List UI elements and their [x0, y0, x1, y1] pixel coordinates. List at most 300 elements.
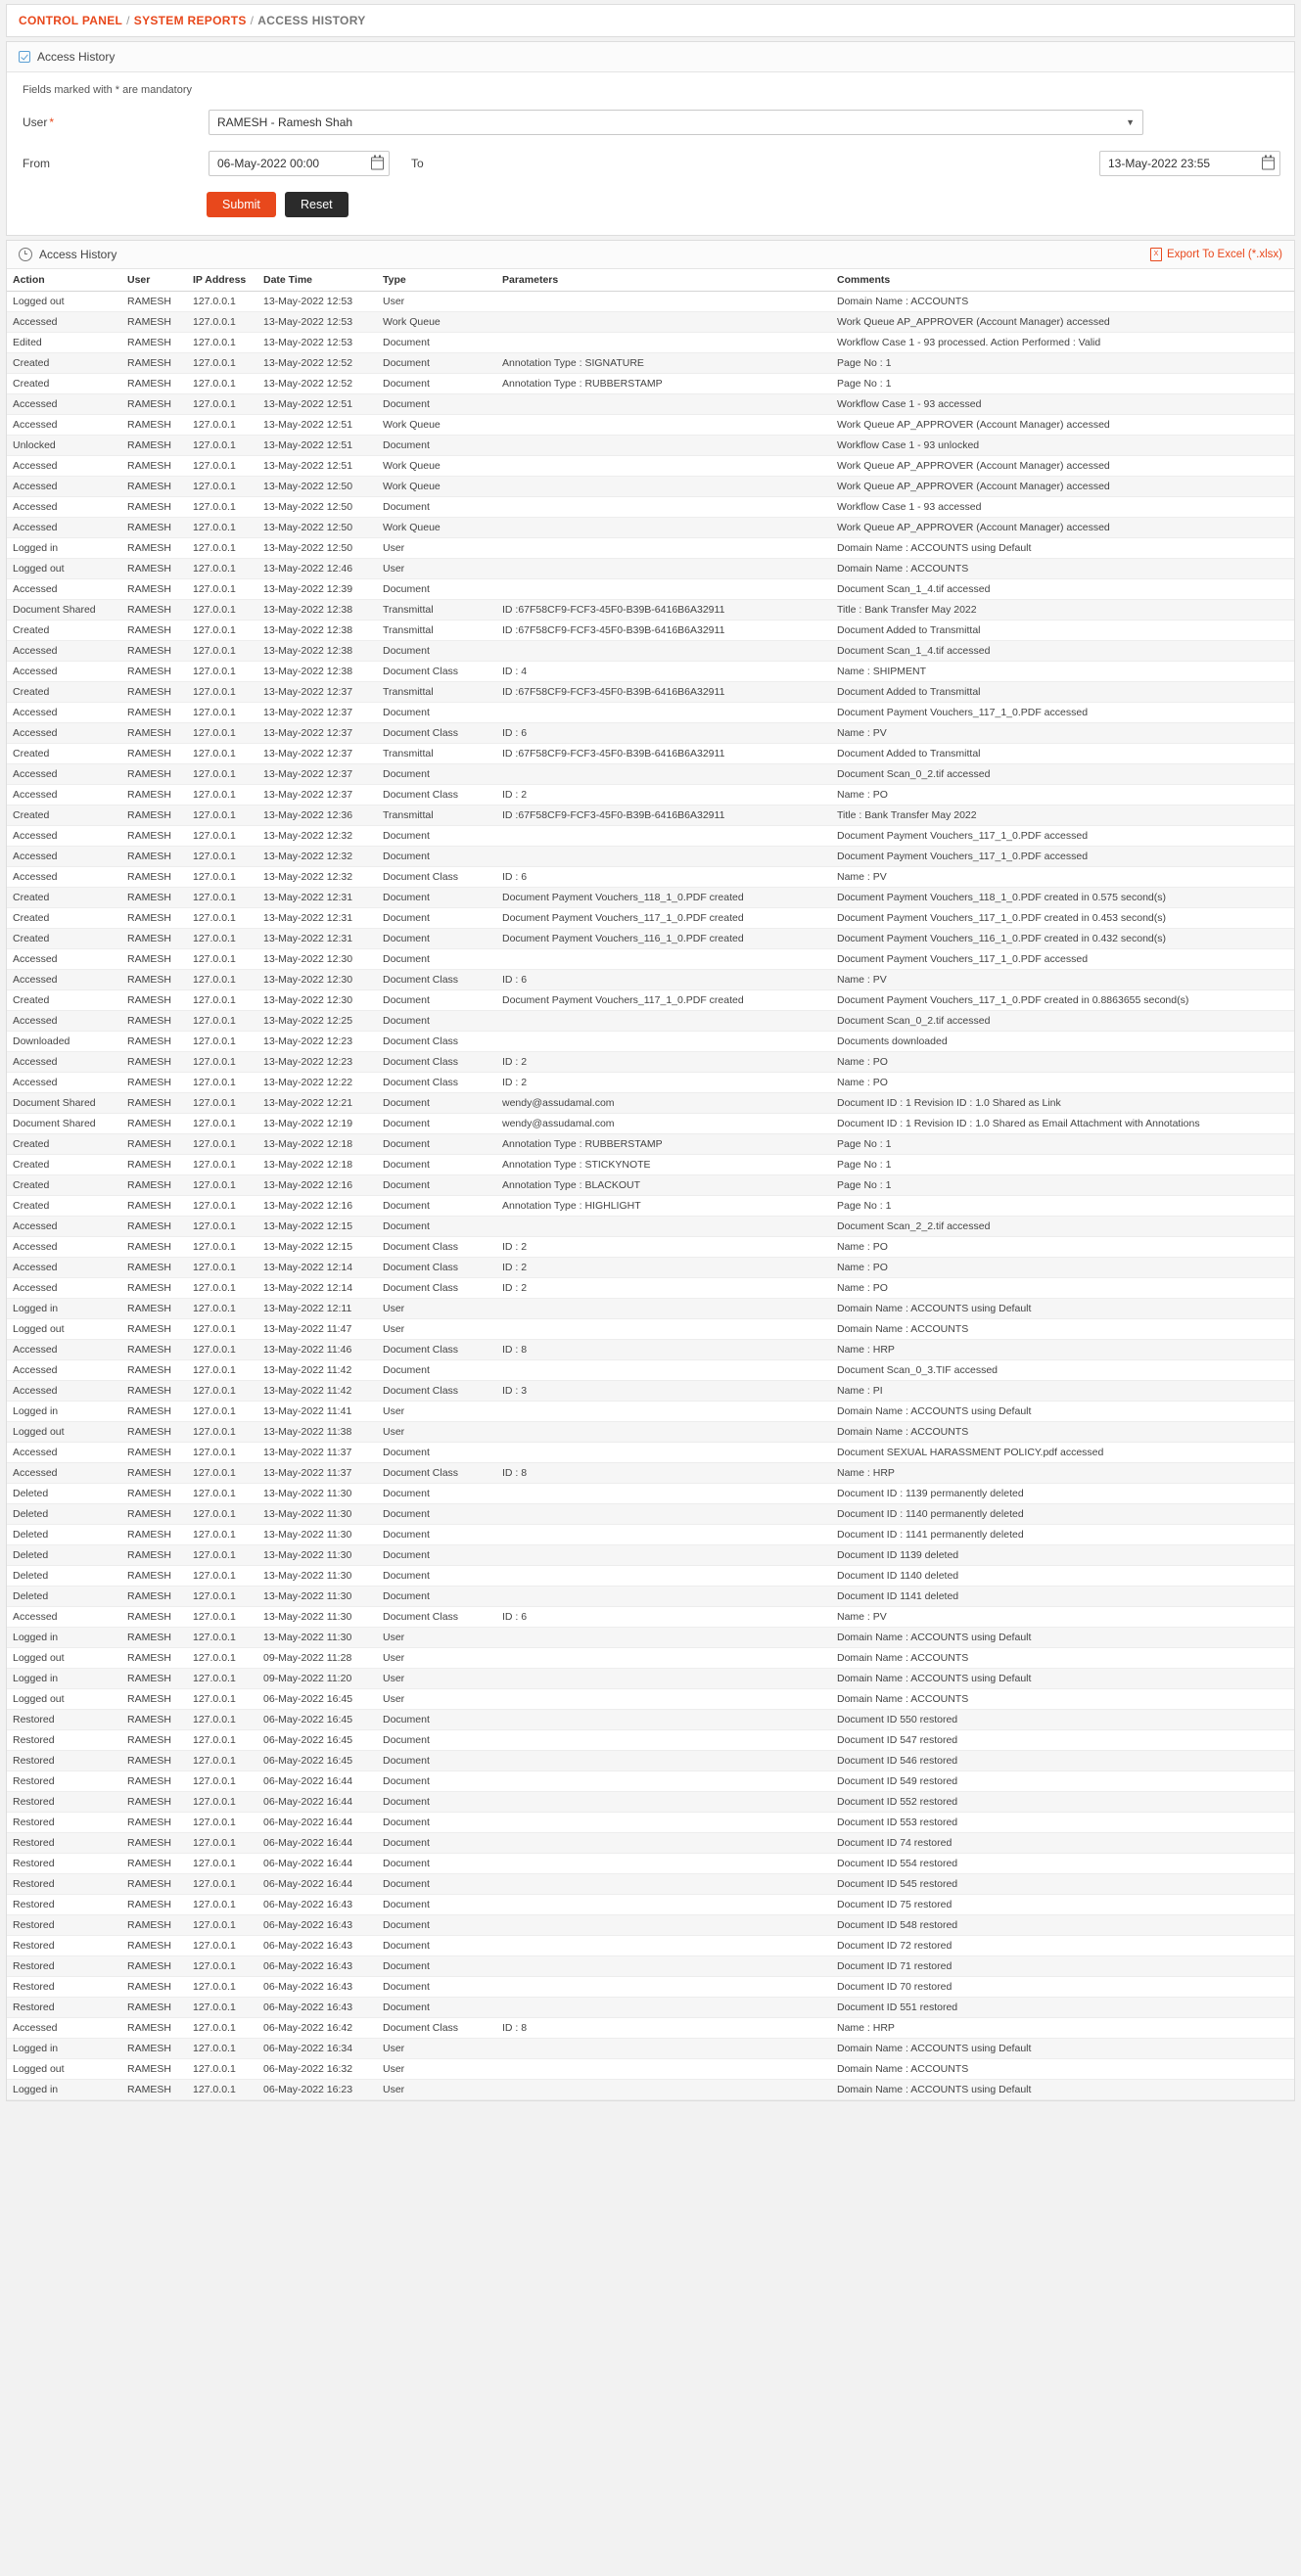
- table-row[interactable]: [7, 2039, 1294, 2059]
- table-row[interactable]: [7, 1792, 1294, 1813]
- calendar-icon-from[interactable]: [371, 158, 384, 170]
- table-row[interactable]: [7, 805, 1294, 826]
- cell-type: Document Class: [377, 1607, 496, 1628]
- table-row[interactable]: [7, 1155, 1294, 1175]
- cell-user: RAMESH: [121, 764, 187, 785]
- cell-user: RAMESH: [121, 1689, 187, 1710]
- cell-ip-address: 127.0.0.1: [187, 394, 257, 415]
- cell-ip-address: 127.0.0.1: [187, 1381, 257, 1402]
- breadcrumb-access-history: ACCESS HISTORY: [257, 14, 366, 27]
- table-row[interactable]: [7, 456, 1294, 477]
- cell-comments: Document Payment Vouchers_117_1_0.PDF created in 0.453 second(s): [831, 908, 1294, 929]
- calendar-icon-to[interactable]: [1262, 158, 1275, 170]
- table-row[interactable]: [7, 1175, 1294, 1196]
- table-row[interactable]: [7, 1299, 1294, 1319]
- cell-type: Work Queue: [377, 312, 496, 333]
- table-row[interactable]: [7, 374, 1294, 394]
- cell-comments: Domain Name : ACCOUNTS using Default: [831, 1628, 1294, 1648]
- user-required-mark: *: [49, 115, 55, 129]
- table-row[interactable]: [7, 1977, 1294, 1998]
- table-row[interactable]: [7, 970, 1294, 990]
- cell-parameters: [496, 1936, 831, 1956]
- table-row[interactable]: [7, 682, 1294, 703]
- table-row[interactable]: [7, 867, 1294, 888]
- cell-action: Restored: [7, 1874, 121, 1895]
- table-row[interactable]: [7, 477, 1294, 497]
- cell-type: Document: [377, 1936, 496, 1956]
- cell-comments: Domain Name : ACCOUNTS using Default: [831, 2039, 1294, 2059]
- cell-type: Document Class: [377, 1258, 496, 1278]
- table-row[interactable]: [7, 990, 1294, 1011]
- cell-ip-address: 127.0.0.1: [187, 662, 257, 682]
- table-row[interactable]: [7, 353, 1294, 374]
- cell-ip-address: 127.0.0.1: [187, 292, 257, 312]
- cell-parameters: Document Payment Vouchers_116_1_0.PDF created: [496, 929, 831, 949]
- cell-action: Accessed: [7, 1217, 121, 1237]
- cell-type: Document: [377, 579, 496, 600]
- table-row[interactable]: [7, 1710, 1294, 1730]
- table-row[interactable]: [7, 1422, 1294, 1443]
- to-date-input[interactable]: [1099, 151, 1280, 176]
- cell-ip-address: 127.0.0.1: [187, 949, 257, 970]
- cell-user: RAMESH: [121, 1402, 187, 1422]
- cell-type: Document: [377, 374, 496, 394]
- cell-type: Document: [377, 1545, 496, 1566]
- cell-comments: Name : HRP: [831, 2018, 1294, 2039]
- cell-user: RAMESH: [121, 1258, 187, 1278]
- cell-parameters: [496, 1771, 831, 1792]
- table-row[interactable]: [7, 1443, 1294, 1463]
- cell-comments: Name : PI: [831, 1381, 1294, 1402]
- cell-comments: Work Queue AP_APPROVER (Account Manager) accessed: [831, 477, 1294, 497]
- cell-ip-address: 127.0.0.1: [187, 2018, 257, 2039]
- cell-action: Restored: [7, 1977, 121, 1998]
- cell-date-time: 13-May-2022 12:37: [257, 703, 377, 723]
- cell-ip-address: 127.0.0.1: [187, 1648, 257, 1669]
- cell-parameters: [496, 415, 831, 436]
- cell-type: User: [377, 1299, 496, 1319]
- table-row[interactable]: [7, 1237, 1294, 1258]
- table-row[interactable]: [7, 1833, 1294, 1854]
- cell-action: Unlocked: [7, 436, 121, 456]
- cell-user: RAMESH: [121, 826, 187, 847]
- cell-type: Document: [377, 394, 496, 415]
- cell-comments: Page No : 1: [831, 1175, 1294, 1196]
- table-row[interactable]: [7, 1895, 1294, 1915]
- table-row[interactable]: [7, 333, 1294, 353]
- cell-type: Document: [377, 1854, 496, 1874]
- form-actions: [21, 192, 1280, 217]
- table-row[interactable]: [7, 1093, 1294, 1114]
- table-row[interactable]: [7, 1463, 1294, 1484]
- cell-action: Accessed: [7, 1607, 121, 1628]
- cell-comments: Document Scan_0_3.TIF accessed: [831, 1360, 1294, 1381]
- cell-ip-address: 127.0.0.1: [187, 353, 257, 374]
- cell-comments: Name : PV: [831, 867, 1294, 888]
- table-row[interactable]: [7, 847, 1294, 867]
- cell-user: RAMESH: [121, 1278, 187, 1299]
- cell-parameters: [496, 1854, 831, 1874]
- cell-comments: Domain Name : ACCOUNTS: [831, 1689, 1294, 1710]
- results-header-left: [19, 248, 116, 261]
- table-row[interactable]: [7, 662, 1294, 682]
- cell-date-time: 13-May-2022 12:53: [257, 292, 377, 312]
- cell-user: RAMESH: [121, 1463, 187, 1484]
- table-row[interactable]: [7, 436, 1294, 456]
- cell-user: RAMESH: [121, 497, 187, 518]
- cell-action: Created: [7, 744, 121, 764]
- cell-type: Document: [377, 1093, 496, 1114]
- table-row[interactable]: [7, 1854, 1294, 1874]
- cell-type: Transmittal: [377, 744, 496, 764]
- column-header-action[interactable]: Action: [7, 269, 121, 292]
- table-row[interactable]: [7, 2059, 1294, 2080]
- cell-type: Document: [377, 1443, 496, 1463]
- cell-action: Accessed: [7, 867, 121, 888]
- breadcrumb-control-panel[interactable]: CONTROL PANEL: [19, 14, 123, 27]
- table-row[interactable]: [7, 518, 1294, 538]
- table-row[interactable]: [7, 1751, 1294, 1771]
- table-row[interactable]: [7, 1504, 1294, 1525]
- cell-user: RAMESH: [121, 1545, 187, 1566]
- cell-action: Accessed: [7, 1052, 121, 1073]
- table-row[interactable]: [7, 908, 1294, 929]
- cell-type: Document Class: [377, 1278, 496, 1299]
- cell-parameters: ID : 6: [496, 867, 831, 888]
- cell-parameters: ID : 6: [496, 723, 831, 744]
- cell-action: Accessed: [7, 1237, 121, 1258]
- cell-comments: Document ID 70 restored: [831, 1977, 1294, 1998]
- cell-action: Restored: [7, 1813, 121, 1833]
- cell-parameters: [496, 1751, 831, 1771]
- cell-type: Document Class: [377, 1073, 496, 1093]
- cell-date-time: 06-May-2022 16:44: [257, 1854, 377, 1874]
- table-row[interactable]: [7, 1587, 1294, 1607]
- cell-type: Document Class: [377, 867, 496, 888]
- table-row[interactable]: [7, 1052, 1294, 1073]
- cell-user: RAMESH: [121, 1956, 187, 1977]
- cell-type: User: [377, 2059, 496, 2080]
- cell-user: RAMESH: [121, 1648, 187, 1669]
- cell-date-time: 13-May-2022 12:14: [257, 1278, 377, 1299]
- cell-date-time: 13-May-2022 12:39: [257, 579, 377, 600]
- table-row[interactable]: [7, 1874, 1294, 1895]
- table-row[interactable]: [7, 621, 1294, 641]
- cell-parameters: [496, 1813, 831, 1833]
- table-row[interactable]: [7, 1956, 1294, 1977]
- cell-type: Document Class: [377, 1463, 496, 1484]
- cell-type: Document: [377, 641, 496, 662]
- cell-comments: Document ID 547 restored: [831, 1730, 1294, 1751]
- cell-parameters: Document Payment Vouchers_118_1_0.PDF created: [496, 888, 831, 908]
- cell-user: RAMESH: [121, 1710, 187, 1730]
- cell-comments: Document ID 552 restored: [831, 1792, 1294, 1813]
- cell-parameters: ID : 3: [496, 1381, 831, 1402]
- cell-comments: Documents downloaded: [831, 1032, 1294, 1052]
- table-row[interactable]: [7, 1114, 1294, 1134]
- cell-user: RAMESH: [121, 990, 187, 1011]
- cell-parameters: [496, 2080, 831, 2100]
- cell-parameters: [496, 2039, 831, 2059]
- cell-parameters: ID : 4: [496, 662, 831, 682]
- cell-comments: Work Queue AP_APPROVER (Account Manager) accessed: [831, 518, 1294, 538]
- cell-user: RAMESH: [121, 538, 187, 559]
- results-header: [7, 241, 1294, 269]
- cell-comments: Name : SHIPMENT: [831, 662, 1294, 682]
- table-row[interactable]: [7, 1545, 1294, 1566]
- table-row[interactable]: [7, 1484, 1294, 1504]
- cell-user: RAMESH: [121, 908, 187, 929]
- cell-date-time: 13-May-2022 12:30: [257, 970, 377, 990]
- cell-parameters: [496, 1669, 831, 1689]
- cell-user: RAMESH: [121, 1730, 187, 1751]
- cell-action: Accessed: [7, 1278, 121, 1299]
- cell-date-time: 13-May-2022 11:38: [257, 1422, 377, 1443]
- cell-action: Accessed: [7, 1463, 121, 1484]
- table-row[interactable]: [7, 1669, 1294, 1689]
- cell-parameters: ID : 8: [496, 1340, 831, 1360]
- table-row[interactable]: [7, 744, 1294, 764]
- table-row[interactable]: [7, 949, 1294, 970]
- cell-type: Work Queue: [377, 477, 496, 497]
- table-row[interactable]: [7, 1360, 1294, 1381]
- cell-action: Created: [7, 908, 121, 929]
- cell-action: Accessed: [7, 703, 121, 723]
- column-header-comments[interactable]: Comments: [831, 269, 1294, 292]
- table-row[interactable]: [7, 394, 1294, 415]
- cell-date-time: 06-May-2022 16:44: [257, 1813, 377, 1833]
- table-row[interactable]: [7, 1648, 1294, 1669]
- cell-parameters: wendy@assudamal.com: [496, 1114, 831, 1134]
- cell-action: Accessed: [7, 579, 121, 600]
- cell-parameters: [496, 477, 831, 497]
- table-row[interactable]: [7, 2018, 1294, 2039]
- cell-parameters: [496, 1360, 831, 1381]
- cell-user: RAMESH: [121, 1155, 187, 1175]
- cell-action: Created: [7, 1134, 121, 1155]
- cell-parameters: [496, 1504, 831, 1525]
- table-row[interactable]: [7, 538, 1294, 559]
- table-row[interactable]: [7, 703, 1294, 723]
- cell-comments: Document ID 548 restored: [831, 1915, 1294, 1936]
- cell-comments: Name : PO: [831, 1278, 1294, 1299]
- reset-button[interactable]: Reset: [285, 192, 348, 217]
- table-row[interactable]: [7, 1998, 1294, 2018]
- table-row[interactable]: [7, 1258, 1294, 1278]
- column-header-user[interactable]: User: [121, 269, 187, 292]
- cell-parameters: [496, 518, 831, 538]
- cell-action: Logged out: [7, 1689, 121, 1710]
- cell-ip-address: 127.0.0.1: [187, 1792, 257, 1813]
- cell-action: Deleted: [7, 1566, 121, 1587]
- cell-ip-address: 127.0.0.1: [187, 929, 257, 949]
- cell-date-time: 06-May-2022 16:45: [257, 1689, 377, 1710]
- cell-comments: Domain Name : ACCOUNTS using Default: [831, 1669, 1294, 1689]
- cell-type: Document: [377, 929, 496, 949]
- table-row[interactable]: [7, 415, 1294, 436]
- table-row[interactable]: [7, 1032, 1294, 1052]
- table-row[interactable]: [7, 929, 1294, 949]
- cell-user: RAMESH: [121, 1874, 187, 1895]
- table-row[interactable]: [7, 1196, 1294, 1217]
- cell-ip-address: 127.0.0.1: [187, 1217, 257, 1237]
- table-row[interactable]: [7, 1936, 1294, 1956]
- breadcrumb-system-reports[interactable]: SYSTEM REPORTS: [133, 14, 247, 27]
- cell-date-time: 13-May-2022 12:21: [257, 1093, 377, 1114]
- table-row[interactable]: [7, 497, 1294, 518]
- cell-parameters: wendy@assudamal.com: [496, 1093, 831, 1114]
- cell-action: Accessed: [7, 1381, 121, 1402]
- cell-comments: Page No : 1: [831, 1155, 1294, 1175]
- table-row[interactable]: [7, 1340, 1294, 1360]
- cell-date-time: 13-May-2022 12:18: [257, 1134, 377, 1155]
- cell-type: User: [377, 1402, 496, 1422]
- breadcrumb-separator-2: /: [250, 14, 255, 27]
- cell-comments: Document Scan_0_2.tif accessed: [831, 764, 1294, 785]
- table-row[interactable]: [7, 1628, 1294, 1648]
- column-header-parameters[interactable]: Parameters: [496, 269, 831, 292]
- cell-ip-address: 127.0.0.1: [187, 1504, 257, 1525]
- cell-user: RAMESH: [121, 888, 187, 908]
- cell-comments: Page No : 1: [831, 374, 1294, 394]
- user-label-text: User: [23, 115, 48, 129]
- cell-comments: Domain Name : ACCOUNTS: [831, 292, 1294, 312]
- cell-type: Document: [377, 1011, 496, 1032]
- cell-type: Document: [377, 1566, 496, 1587]
- table-row[interactable]: [7, 1689, 1294, 1710]
- cell-user: RAMESH: [121, 436, 187, 456]
- cell-comments: Domain Name : ACCOUNTS: [831, 2059, 1294, 2080]
- cell-date-time: 13-May-2022 12:16: [257, 1175, 377, 1196]
- from-date-input[interactable]: [209, 151, 390, 176]
- cell-user: RAMESH: [121, 1895, 187, 1915]
- cell-comments: Document ID : 1 Revision ID : 1.0 Shared as Email Attachment with Annotations: [831, 1114, 1294, 1134]
- cell-date-time: 13-May-2022 12:53: [257, 312, 377, 333]
- cell-action: Logged in: [7, 1402, 121, 1422]
- cell-date-time: 13-May-2022 12:37: [257, 744, 377, 764]
- cell-type: Transmittal: [377, 600, 496, 621]
- cell-parameters: [496, 1319, 831, 1340]
- table-row[interactable]: [7, 723, 1294, 744]
- table-row[interactable]: [7, 888, 1294, 908]
- cell-type: Document: [377, 1833, 496, 1854]
- table-row[interactable]: [7, 2080, 1294, 2100]
- column-header-type[interactable]: Type: [377, 269, 496, 292]
- table-row[interactable]: [7, 764, 1294, 785]
- cell-parameters: Annotation Type : RUBBERSTAMP: [496, 374, 831, 394]
- cell-ip-address: 127.0.0.1: [187, 847, 257, 867]
- table-row[interactable]: [7, 1915, 1294, 1936]
- cell-comments: Domain Name : ACCOUNTS using Default: [831, 538, 1294, 559]
- table-row[interactable]: [7, 785, 1294, 805]
- table-row[interactable]: [7, 1319, 1294, 1340]
- table-row[interactable]: [7, 559, 1294, 579]
- cell-parameters: [496, 764, 831, 785]
- cell-type: Transmittal: [377, 621, 496, 641]
- table-row[interactable]: [7, 1381, 1294, 1402]
- column-header-ip-address[interactable]: IP Address: [187, 269, 257, 292]
- cell-type: Document Class: [377, 1237, 496, 1258]
- table-row[interactable]: [7, 1771, 1294, 1792]
- cell-action: Deleted: [7, 1525, 121, 1545]
- cell-user: RAMESH: [121, 1504, 187, 1525]
- cell-date-time: 13-May-2022 12:23: [257, 1052, 377, 1073]
- cell-date-time: 13-May-2022 12:50: [257, 477, 377, 497]
- cell-ip-address: 127.0.0.1: [187, 1669, 257, 1689]
- cell-user: RAMESH: [121, 2018, 187, 2039]
- table-row[interactable]: [7, 826, 1294, 847]
- cell-action: Accessed: [7, 641, 121, 662]
- table-row[interactable]: [7, 600, 1294, 621]
- user-select-wrap: [209, 110, 1143, 135]
- cell-date-time: 13-May-2022 12:53: [257, 333, 377, 353]
- table-row[interactable]: [7, 1813, 1294, 1833]
- cell-comments: Work Queue AP_APPROVER (Account Manager) accessed: [831, 312, 1294, 333]
- cell-ip-address: 127.0.0.1: [187, 333, 257, 353]
- table-row[interactable]: [7, 579, 1294, 600]
- cell-user: RAMESH: [121, 1073, 187, 1093]
- cell-action: Accessed: [7, 785, 121, 805]
- cell-date-time: 06-May-2022 16:43: [257, 1956, 377, 1977]
- table-row[interactable]: [7, 641, 1294, 662]
- cell-type: User: [377, 1628, 496, 1648]
- cell-ip-address: 127.0.0.1: [187, 1237, 257, 1258]
- table-row[interactable]: [7, 292, 1294, 312]
- cell-comments: Document Added to Transmittal: [831, 744, 1294, 764]
- cell-parameters: [496, 1011, 831, 1032]
- table-row[interactable]: [7, 1217, 1294, 1237]
- table-row[interactable]: [7, 1607, 1294, 1628]
- cell-comments: Document Payment Vouchers_117_1_0.PDF accessed: [831, 847, 1294, 867]
- submit-button[interactable]: Submit: [207, 192, 276, 217]
- table-row[interactable]: [7, 1073, 1294, 1093]
- table-row[interactable]: [7, 312, 1294, 333]
- cell-ip-address: 127.0.0.1: [187, 415, 257, 436]
- cell-type: Document: [377, 333, 496, 353]
- cell-user: RAMESH: [121, 970, 187, 990]
- table-row[interactable]: [7, 1011, 1294, 1032]
- cell-comments: Document Payment Vouchers_116_1_0.PDF created in 0.432 second(s): [831, 929, 1294, 949]
- table-row[interactable]: [7, 1730, 1294, 1751]
- cell-type: Document: [377, 1175, 496, 1196]
- table-row[interactable]: [7, 1525, 1294, 1545]
- cell-date-time: 06-May-2022 16:43: [257, 1977, 377, 1998]
- cell-comments: Name : PV: [831, 723, 1294, 744]
- cell-date-time: 13-May-2022 12:32: [257, 847, 377, 867]
- table-row[interactable]: [7, 1278, 1294, 1299]
- table-header-row: [7, 269, 1294, 292]
- cell-user: RAMESH: [121, 456, 187, 477]
- cell-comments: Page No : 1: [831, 1134, 1294, 1155]
- user-select[interactable]: [209, 110, 1143, 135]
- cell-action: Accessed: [7, 477, 121, 497]
- export-to-excel-link[interactable]: [1150, 248, 1282, 261]
- cell-parameters: [496, 1977, 831, 1998]
- cell-parameters: [496, 1422, 831, 1443]
- cell-comments: Page No : 1: [831, 353, 1294, 374]
- cell-type: Document Class: [377, 970, 496, 990]
- table-row[interactable]: [7, 1402, 1294, 1422]
- table-row[interactable]: [7, 1134, 1294, 1155]
- cell-ip-address: 127.0.0.1: [187, 908, 257, 929]
- cell-parameters: ID : 2: [496, 1073, 831, 1093]
- cell-ip-address: 127.0.0.1: [187, 1730, 257, 1751]
- column-header-date-time[interactable]: Date Time: [257, 269, 377, 292]
- cell-action: Logged out: [7, 559, 121, 579]
- cell-comments: Document SEXUAL HARASSMENT POLICY.pdf accessed: [831, 1443, 1294, 1463]
- cell-type: Document: [377, 497, 496, 518]
- table-row[interactable]: [7, 1566, 1294, 1587]
